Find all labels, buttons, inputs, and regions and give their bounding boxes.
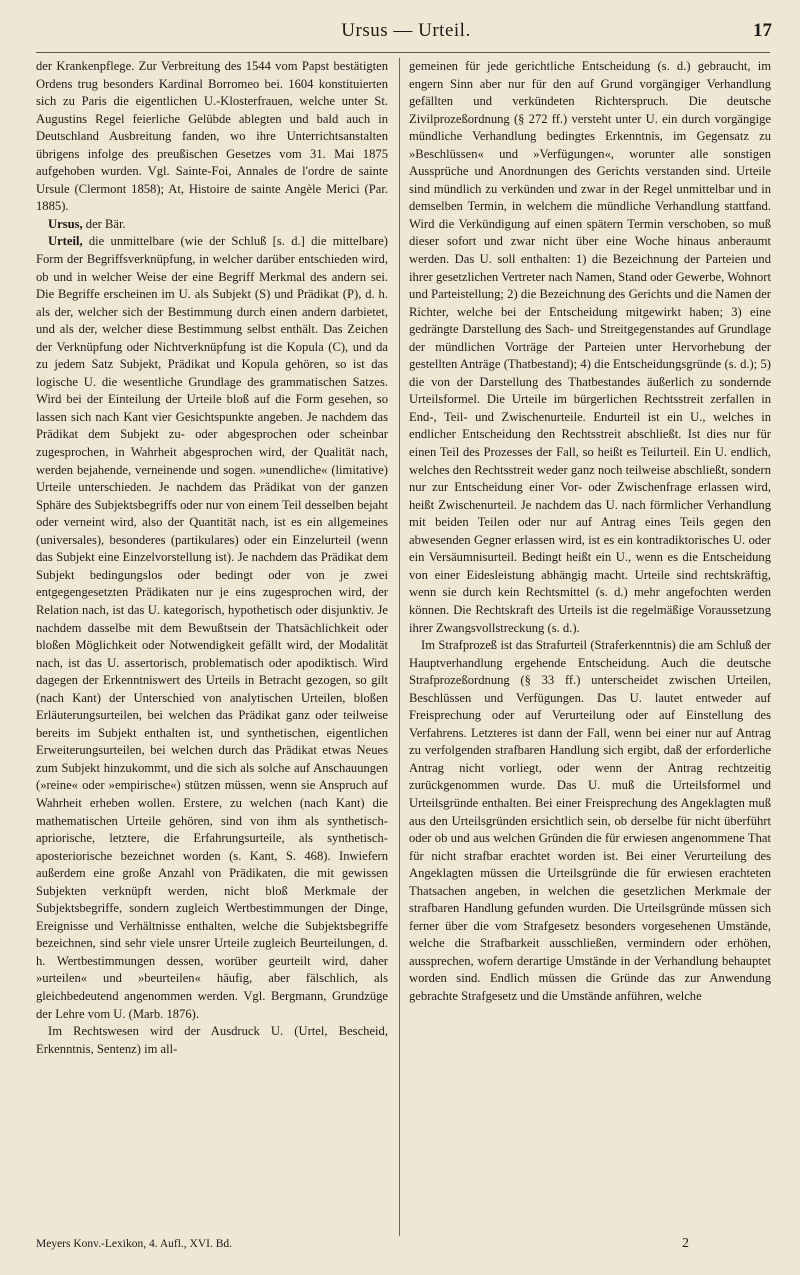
entry-ursus <box>36 216 388 234</box>
signature-mark: 2 <box>682 1236 689 1251</box>
paragraph-rechtswesen: Im Rechtswesen wird der Ausdruck U. (Urtel, Bescheid, Erkenntnis, Sentenz) im all- <box>36 1024 388 1056</box>
paragraph-strafprozess: Im Strafprozeß ist das Strafurteil (Straferkenntnis) die am Schluß der Hauptverhandlung ergehende Entscheidung. Auch die deutsche Strafprozeßordnung (§ 33 ff.) unterscheidet zwischen Urteilen, Beschlüssen und Verfügungen. Das U. lautet entweder auf Freisprechung oder auf Verurteilung oder auf Einstellung des Verfahrens. Letzteres ist dann der Fall, wenn bei einer nur auf Antrag zu verfolgenden strafbaren Handlung sich ergibt, daß der erforderliche Antrag nicht vorliegt, oder wenn der Antrag rechtzeitig zurückgenommen wurde. Das U. muß die Urteilsformel und Urteilsgründe enthalten. Bei einer Freisprechung des Angeklagten muß aus den Urteilsgründen ersichtlich sein, ob derselbe für nicht überführt oder ob und aus welchen Gründen die für erwiesen angenommene That für nicht strafbar erachtet worden ist. Bei einer Verurteilung des Angeklagten müssen die Urteilsgründe die für erwiesen erachteten Thatsachen angeben, in welchen die gesetzlichen Merkmale der strafbaren Handlung gefunden wurden. Die Urteilsgründe müssen sich ferner über die vom Strafgesetz besonders vorgesehenen Umstände, welche die Strafbarkeit ausschließen, vermindern oder erhöhen, aussprechen, wofern derartige Umstände in der Verhandlung behauptet worden sind. Endlich müssen die Gründe das zur Anwendung gebrachte Strafgesetz und die Umstände anführen, welche <box>409 638 771 1003</box>
column-divider <box>399 58 400 1236</box>
imprint-line: Meyers Konv.-Lexikon, 4. Aufl., XVI. Bd. <box>36 1238 233 1250</box>
page-header <box>40 20 772 50</box>
paragraph-zivilprozess: gemeinen für jede gerichtliche Entscheidung (s. d.) gebraucht, im engern Sinn aber nur für den auf Grund vorgängiger Verhandlung gefällten und verkündeten Richterspruch. Die deutsche Zivilprozeßordnung (§ 272 ff.) versteht unter U. ein durch vorgängige mündliche Verhandlung bedingtes Erkenntnis, im Gegensatz zu »Beschlüssen« und »Verfügungen«, worunter alle sonstigen Aussprüche und Anordnungen des Gerichts verstanden sind. Urteile sind mündlich zu verkünden und zwar in der Regel unmittelbar und in demselben Termin, in welchem die mündliche Verhandlung stattfand. Wird die Verkündigung auf einen spätern Termin verschoben, so muß dieser sofort und zwar nicht über eine Woche hinaus anberaumt werden. Das U. soll enthalten: 1) die Bezeichnung der Parteien und ihrer gesetzlichen Vertreter nach Namen, Stand oder Gewerbe, Wohnort und Parteistellung; 2) die Bezeichnung des Gerichts und die Namen der Richter, welche bei der Entscheidung mitgewirkt haben; 3) eine gedrängte Darstellung des Sach- und Streitgegenstandes auf Grundlage der mündlichen Vorträge der Parteien unter Hervorhebung der gestellten Anträge (Thatbestand); 4) die Entscheidungsgründe (s. d.); 5) die von der Darstellung des Thatbestandes äußerlich zu sondernde Urteilsformel. Die Urteile im bürgerlichen Rechtsstreit zerfallen in End-, Teil- und Zwischenurteile. Endurteil ist ein U., welches in endlicher Entscheidung den Rechtsstreit abschließt. Ist dies nur für einen Teil des Prozesses der Fall, so heißt es Teilurteil. Ein U. endlich, welches den Rechtsstreit weder ganz noch teilweise abschließt, sondern nur zur Entscheidung einer Vor- oder Zwischenfrage erlassen wird, heißt Zwischenurteil. Je nachdem das U. nach förmlicher Verhandlung mit beiden Teilen oder nur auf Antrag eines Teils gegen den abwesenden Gegner erlassen wird, ist es ein kontradiktorisches U. oder ein Versäumnisurteil. Bedingt heißt ein U., wenn es die Entscheidung von einer Eidesleistung abhängig macht. Urteile sind rechtskräftig, wenn sie durch kein Rechtsmittel (s. d.) mehr angefochten werden können. Die Rechtskraft des Urteils ist die regelmäßige Voraussetzung ihrer Zwangsvollstreckung (s. d.). <box>409 59 771 635</box>
entry-urteil <box>36 233 388 1023</box>
left-column <box>36 58 388 1236</box>
headword-ursus: Ursus, <box>48 216 83 231</box>
page-number: 17 <box>753 20 772 41</box>
header-rule <box>36 52 770 53</box>
right-column <box>409 58 771 1236</box>
headword-urteil: Urteil, <box>48 234 83 249</box>
ursulinen-continuation: der Krankenpflege. Zur Verbreitung des 1544 vom Papst bestätigten Ordens trug besonders Kardinal Borromeo bei. 1604 konstituierten sich zu Paris die eigentlichen U.-Klosterfrauen, welche unter St. Augustins Regel feierliche Gelübde ablegten und bald auch in Deutschland Ausbreitung fanden, wo ihre Unterrichtsanstalten übrigens infolge des preußischen Gesetzes vom 31. Mai 1875 aufgehoben wurden. Vgl. Sainte-Foi, Annales de l'ordre de sainte Ursule (Clermont 1858); At, Histoire de sainte Angèle Merici (Par. 1885). <box>36 59 388 214</box>
running-title: Ursus — Urteil. <box>341 20 471 41</box>
entry-ursus-text: der Bär. <box>82 216 126 231</box>
entry-urteil-text: die unmittelbare (wie der Schluß [s. d.] die mittelbare) Form der Begriffsverknüpfung, in welcher darüber entschieden wird, ob und in welcher Weise der eine Begriff Merkmal des andern sei. Die Begriffe erscheinen im U. als Subjekt (S) und Prädikat (P), d. h. als der, welcher sich der Bestimmung durch einen andern darbietet, und als der, welcher diese Bestimmung selbst enthält. Das Zeichen der Verknüpfung oder Nichtverknüpfung ist die Kopula (C), und da zu jedem Satz Subjekt, Prädikat und Kopula gehören, so ist das logische U. die wesentliche Grundlage des grammatischen Satzes. Wird bei der Einteilung der Urteile bloß auf die Form gesehen, so lassen sich nach Kant vier Gesichtspunkte angeben. Je nachdem das Prädikat dem Subjekt zu- oder abgesprochen oder scheinbar zugesprochen, in Wahrheit abgesprochen wird, der Qualität nach, werden bejahende, verneinende und sogen. »unendliche« (limitative) Urteile unterschieden. Je nachdem das Prädikat von der ganzen Sphäre des Subjektsbegriffs oder nur von einem Teil desselben bejaht oder verneint wird, also der Quantität nach, ist es ein allgemeines (universales), besonderes (partikulares) oder ein Einzelurteil (wenn das Subjekt eine Einzelvorstellung ist). Je nachdem das Prädikat dem Subjekt bedingungslos oder bedingt oder von je zwei entgegengesetzten Prädikaten nur je eins zugesprochen wird, der Relation nach, ist das U. kategorisch, hypothetisch oder disjunktiv. Je nachdem dasselbe mit dem Bewußtsein der Thatsächlichkeit oder bloßen Möglichkeit oder Notwendigkeit gefällt wird, der Modalität nach, ist das U. assertorisch, problematisch oder apodiktisch. Wird dagegen der Erkenntniswert des Urteils in Betracht gezogen, so gilt (nach Kant) der Unterschied von analytischen Urteilen, bloßen Erläuterungsurteilen, bei welchen das Prädikat ganz oder teilweise bereits im Subjekt enthalten ist, und synthetischen, eigentlichen Erweiterungsurteilen, bei welchen durch das Prädikat etwas Neues zum Subjekt hinzukommt, und die sich als solche auf Anschauungen (»reine« oder »empirische«) stützen müssen, wenn sie Anspruch auf Wahrheit erheben wollen. Erstere, zu welchen (nach Kant) die mathematischen Urteile gehören, sind von ihm als synthetisch-apriorische, letztere, die Erfahrungsurteile, als synthetisch-aposteriorische bezeichnet worden (s. Kant, S. 468). Inwiefern außerdem eine große Anzahl von Prädikaten, die mit gewissen Subjekten verknüpft werden, nicht bloß Merkmale der Subjektsbegriffe, sondern zugleich Wertbestimmungen der Dinge, Ereignisse und Verhältnisse enthalten, welche die Subjektsbegriffe bezeichnen, sind sehr viele unsrer Urteile zugleich Beurteilungen, d. h. Wertbestimmungen dessen, worüber geurteilt wird, daher »urteilen« und »beurteilen« häufig, aber fälschlich, als gleichbedeutend angenommen werden. Vgl. Bergmann, Grundzüge der Lehre vom U. (Marb. 1876). <box>36 234 388 1021</box>
